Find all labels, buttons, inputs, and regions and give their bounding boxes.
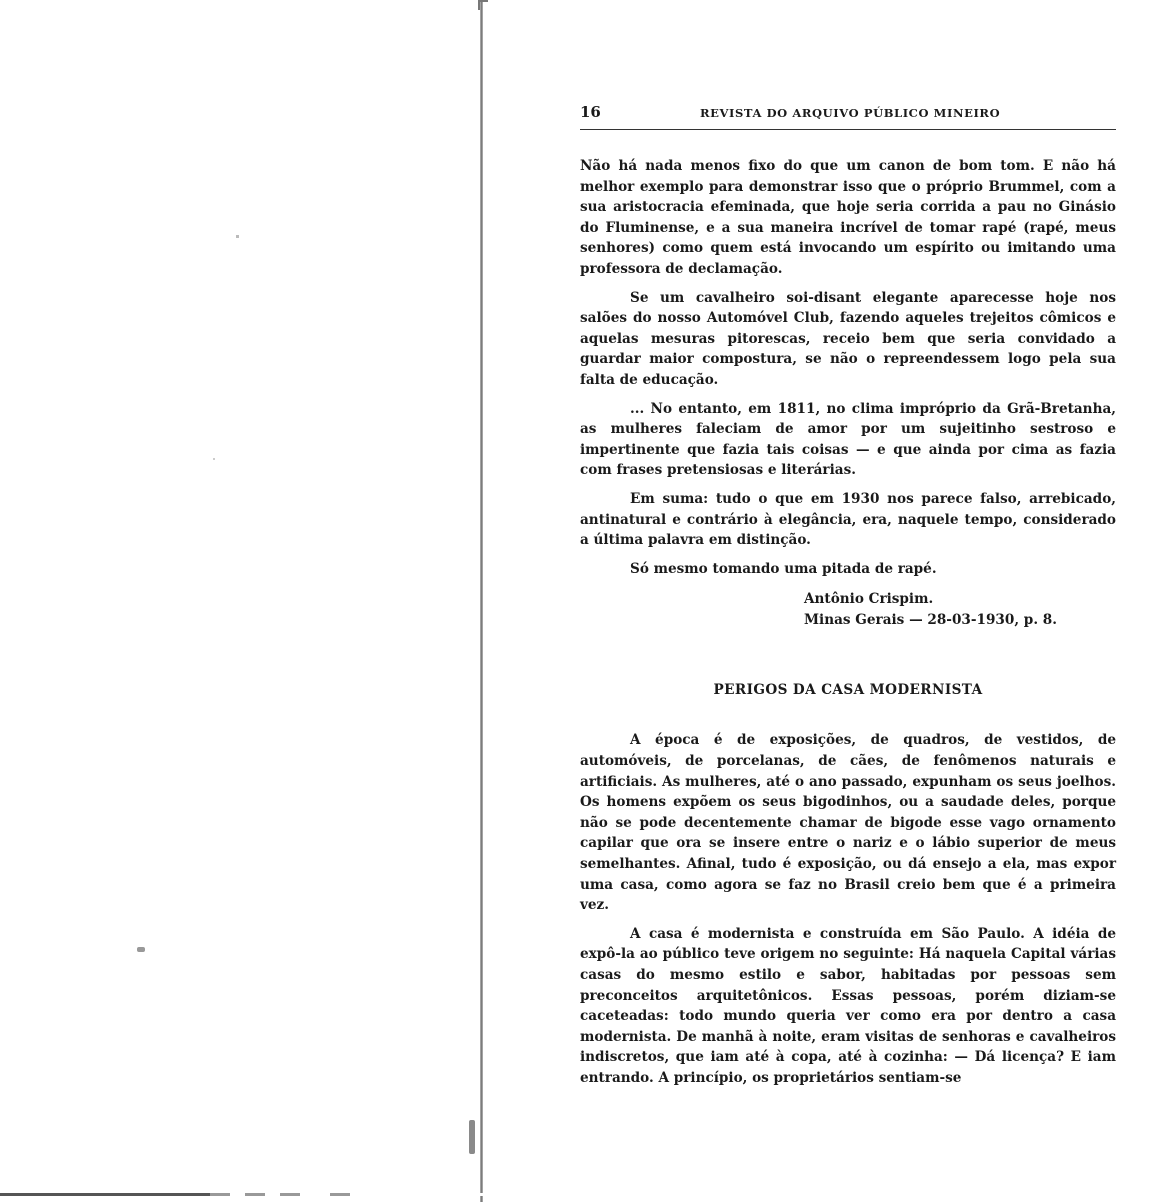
paragraph: A casa é modernista e construída em São Paulo. A idéia de expô-la ao público teve origem no seguinte: Há naquela Capital várias casas do mesmo estilo e sabor, habitadas por pessoas sem preconceitos arquitetônicos. Essas pessoas, porém diziam-se caceteadas: todo mundo queria ver como era por dentro a casa modernista. De manhã à noite, eram visitas de senhoras e cavalheiros indiscretos, que iam até à copa, até à cozinha: — Dá licença? E iam entrando. A princípio, os proprietários sentiam-se <box>580 925 1116 1086</box>
scan-speck <box>137 947 145 952</box>
page-header <box>580 103 1116 130</box>
page-number: 16 <box>580 103 601 121</box>
scan-speck <box>213 458 215 460</box>
paragraph: Em suma: tudo o que em 1930 nos parece falso, arrebicado, antinatural e contrário à elegância, era, naquele tempo, considerado a última palavra em distinção. <box>580 490 1116 549</box>
paragraph: Se um cavalheiro soi-disant elegante aparecesse hoje nos salões do nosso Automóvel Club, fazendo aqueles trejeitos cômicos e aquelas mesuras pitorescas, receio bem que seria convidado a guardar maior compostura, se não o repreendessem logo pela sua falta de educação. <box>580 289 1116 388</box>
article-1 <box>580 156 1116 630</box>
paragraph: A época é de exposições, de quadros, de vestidos, de automóveis, de porcelanas, de cães, de fenômenos naturais e artificiais. As mulheres, até o ano passado, expunham os seus joelhos. Os homens expõem os seus bigodinhos, ou a saudade deles, porque não se pode decentemente chamar de bigode esse vago ornamento capilar que ora se insere entre o nariz e o lábio superior de meus semelhantes. Afinal, tudo é exposição, ou dá ensejo a ela, mas expor uma casa, como agora se faz no Brasil creio bem que é a primeira vez. <box>580 732 1116 914</box>
book-spine <box>480 0 483 1202</box>
running-head: REVISTA DO ARQUIVO PÚBLICO MINEIRO <box>700 106 1001 120</box>
signature <box>804 589 1116 630</box>
right-page <box>580 103 1116 1097</box>
signature-source: Minas Gerais — 28-03-1930, p. 8. <box>804 611 1057 628</box>
spine-top-corner <box>478 0 488 10</box>
spine-smudge <box>469 1120 475 1154</box>
paragraph: Não há nada menos fixo do que um canon de bom tom. E não há melhor exemplo para demonstrar isso que o próprio Brummel, com a sua aristocracia efeminada, que hoje seria corrida a pau no Ginásio do Fluminense, e a sua maneira incrível de tomar rapé (rapé, meus senhores) como quem está invocando um espírito ou imitando uma professora de declamação. <box>580 158 1116 277</box>
signature-author: Antônio Crispim. <box>804 591 934 608</box>
bottom-page-edge <box>0 1193 540 1196</box>
paragraph: Só mesmo tomando uma pitada de rapé. <box>630 560 937 577</box>
article-title: PERIGOS DA CASA MODERNISTA <box>713 682 983 699</box>
paragraph: ... No entanto, em 1811, no clima impróprio da Grã-Bretanha, as mulheres faleciam de amor por um sujeitinho sestroso e impertinente que fazia tais coisas — e que ainda por cima as fazia com frases pretensiosas e literárias. <box>580 400 1116 479</box>
scan-speck <box>236 235 239 238</box>
article-2 <box>580 730 1116 1088</box>
